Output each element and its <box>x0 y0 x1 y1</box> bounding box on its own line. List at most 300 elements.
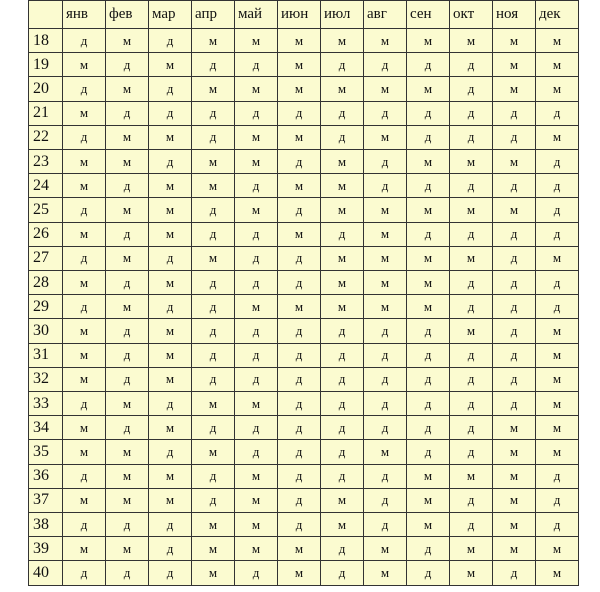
table-cell: м <box>63 101 106 125</box>
table-cell: д <box>278 392 321 416</box>
table-cell: м <box>364 222 407 246</box>
table-cell: д <box>192 343 235 367</box>
table-cell: д <box>106 222 149 246</box>
table-cell: д <box>321 561 364 586</box>
table-cell: м <box>364 440 407 464</box>
table-cell: д <box>450 367 493 391</box>
table-cell: д <box>321 222 364 246</box>
table-cell: д <box>450 174 493 198</box>
table-cell: д <box>493 392 536 416</box>
table-cell: м <box>364 77 407 101</box>
table-cell: м <box>235 464 278 488</box>
table-cell: д <box>149 295 192 319</box>
table-row <box>29 125 579 149</box>
table-cell: д <box>321 367 364 391</box>
table-cell: м <box>235 29 278 53</box>
table-cell: д <box>450 343 493 367</box>
table-cell: д <box>407 222 450 246</box>
table-row <box>29 464 579 488</box>
table-cell: м <box>192 561 235 586</box>
table-row <box>29 150 579 174</box>
table-cell: м <box>63 319 106 343</box>
table-cell: д <box>493 101 536 125</box>
table-cell: д <box>407 537 450 561</box>
gender-table-sheet <box>28 0 578 586</box>
table-cell: м <box>450 561 493 586</box>
table-cell: д <box>364 464 407 488</box>
table-cell: д <box>407 416 450 440</box>
table-cell: д <box>235 561 278 586</box>
age-label: 29 <box>29 295 63 319</box>
table-cell: д <box>235 246 278 270</box>
table-cell: д <box>536 488 579 512</box>
age-label: 18 <box>29 29 63 53</box>
corner-cell <box>29 1 63 29</box>
table-cell: м <box>450 198 493 222</box>
table-cell: д <box>536 464 579 488</box>
table-row <box>29 561 579 586</box>
table-cell: д <box>364 416 407 440</box>
table-cell: м <box>278 561 321 586</box>
table-cell: м <box>192 150 235 174</box>
table-cell: м <box>407 29 450 53</box>
table-cell: д <box>321 343 364 367</box>
table-cell: д <box>450 222 493 246</box>
table-cell: м <box>106 125 149 149</box>
table-cell: д <box>63 513 106 537</box>
table-cell: д <box>321 319 364 343</box>
table-cell: д <box>278 367 321 391</box>
table-cell: д <box>364 319 407 343</box>
table-cell: м <box>536 77 579 101</box>
table-cell: м <box>192 440 235 464</box>
table-cell: м <box>106 464 149 488</box>
table-cell: д <box>364 150 407 174</box>
table-cell: д <box>364 174 407 198</box>
table-cell: д <box>321 53 364 77</box>
table-cell: д <box>536 513 579 537</box>
table-cell: д <box>278 246 321 270</box>
table-row <box>29 537 579 561</box>
table-cell: д <box>235 271 278 295</box>
table-cell: д <box>450 125 493 149</box>
table-cell: м <box>364 29 407 53</box>
table-cell: м <box>493 488 536 512</box>
month-header: мар <box>149 1 192 29</box>
table-cell: д <box>493 174 536 198</box>
table-cell: д <box>321 392 364 416</box>
month-header: июн <box>278 1 321 29</box>
table-cell: д <box>493 222 536 246</box>
month-header: апр <box>192 1 235 29</box>
table-cell: м <box>192 537 235 561</box>
table-cell: м <box>63 537 106 561</box>
table-cell: д <box>278 271 321 295</box>
age-label: 38 <box>29 513 63 537</box>
table-cell: м <box>149 464 192 488</box>
table-cell: д <box>149 537 192 561</box>
table-cell: д <box>321 416 364 440</box>
table-cell: д <box>321 440 364 464</box>
table-cell: д <box>63 561 106 586</box>
table-cell: д <box>407 101 450 125</box>
month-header: авг <box>364 1 407 29</box>
table-cell: м <box>493 513 536 537</box>
table-cell: м <box>192 246 235 270</box>
table-row <box>29 488 579 512</box>
table-cell: м <box>536 53 579 77</box>
table-cell: д <box>63 246 106 270</box>
table-cell: м <box>321 198 364 222</box>
table-cell: д <box>149 440 192 464</box>
table-cell: д <box>450 488 493 512</box>
month-header: фев <box>106 1 149 29</box>
table-cell: д <box>321 537 364 561</box>
table-cell: м <box>536 537 579 561</box>
table-cell: д <box>63 295 106 319</box>
table-cell: д <box>364 392 407 416</box>
table-row <box>29 29 579 53</box>
age-label: 39 <box>29 537 63 561</box>
table-cell: д <box>450 295 493 319</box>
table-cell: м <box>493 537 536 561</box>
table-cell: м <box>450 537 493 561</box>
table-cell: м <box>106 246 149 270</box>
age-label: 25 <box>29 198 63 222</box>
table-cell: м <box>192 174 235 198</box>
age-label: 26 <box>29 222 63 246</box>
table-row <box>29 295 579 319</box>
table-cell: д <box>450 101 493 125</box>
table-cell: д <box>106 416 149 440</box>
table-cell: м <box>493 198 536 222</box>
table-cell: м <box>149 198 192 222</box>
table-cell: м <box>407 488 450 512</box>
table-cell: м <box>536 246 579 270</box>
age-label: 24 <box>29 174 63 198</box>
table-cell: м <box>321 77 364 101</box>
table-row <box>29 367 579 391</box>
table-cell: м <box>278 222 321 246</box>
table-cell: д <box>364 53 407 77</box>
table-cell: м <box>450 464 493 488</box>
table-cell: м <box>493 150 536 174</box>
table-cell: д <box>536 198 579 222</box>
month-header: янв <box>63 1 106 29</box>
table-cell: м <box>364 246 407 270</box>
table-cell: м <box>450 150 493 174</box>
table-cell: д <box>63 392 106 416</box>
table-cell: м <box>149 488 192 512</box>
table-cell: д <box>106 271 149 295</box>
table-cell: м <box>278 29 321 53</box>
table-cell: м <box>106 392 149 416</box>
table-cell: м <box>235 295 278 319</box>
table-cell: д <box>364 367 407 391</box>
table-cell: д <box>407 53 450 77</box>
table-cell: м <box>536 416 579 440</box>
table-cell: м <box>364 537 407 561</box>
table-cell: д <box>63 29 106 53</box>
table-cell: д <box>149 392 192 416</box>
table-cell: м <box>536 29 579 53</box>
age-label: 27 <box>29 246 63 270</box>
month-header: май <box>235 1 278 29</box>
table-cell: м <box>149 343 192 367</box>
table-cell: д <box>278 198 321 222</box>
table-cell: д <box>321 125 364 149</box>
table-cell: д <box>450 416 493 440</box>
table-cell: д <box>450 440 493 464</box>
age-label: 28 <box>29 271 63 295</box>
table-cell: д <box>192 488 235 512</box>
table-cell: м <box>407 295 450 319</box>
table-cell: м <box>106 198 149 222</box>
table-cell: д <box>278 319 321 343</box>
table-cell: м <box>149 416 192 440</box>
table-cell: д <box>450 392 493 416</box>
table-cell: д <box>149 513 192 537</box>
table-row <box>29 319 579 343</box>
table-cell: д <box>536 271 579 295</box>
table-cell: д <box>235 101 278 125</box>
table-cell: д <box>364 101 407 125</box>
table-cell: м <box>493 416 536 440</box>
table-cell: д <box>235 222 278 246</box>
table-cell: м <box>536 561 579 586</box>
table-cell: д <box>106 367 149 391</box>
table-cell: м <box>536 343 579 367</box>
table-cell: д <box>321 464 364 488</box>
age-label: 21 <box>29 101 63 125</box>
table-cell: м <box>536 367 579 391</box>
table-cell: м <box>364 561 407 586</box>
table-cell: м <box>364 295 407 319</box>
table-cell: д <box>192 416 235 440</box>
table-cell: д <box>536 295 579 319</box>
table-cell: д <box>493 561 536 586</box>
table-cell: д <box>235 440 278 464</box>
month-header: июл <box>321 1 364 29</box>
age-label: 34 <box>29 416 63 440</box>
age-label: 22 <box>29 125 63 149</box>
table-row <box>29 53 579 77</box>
table-cell: д <box>536 174 579 198</box>
table-cell: м <box>235 150 278 174</box>
table-cell: м <box>235 125 278 149</box>
table-cell: м <box>536 319 579 343</box>
month-header: дек <box>536 1 579 29</box>
table-cell: м <box>407 513 450 537</box>
table-cell: м <box>321 150 364 174</box>
table-cell: д <box>278 464 321 488</box>
table-cell: м <box>450 319 493 343</box>
table-cell: д <box>192 101 235 125</box>
table-cell: м <box>106 488 149 512</box>
table-cell: д <box>407 319 450 343</box>
table-cell: д <box>149 77 192 101</box>
table-cell: м <box>321 295 364 319</box>
table-cell: м <box>407 198 450 222</box>
table-cell: м <box>321 271 364 295</box>
age-label: 37 <box>29 488 63 512</box>
table-cell: д <box>235 53 278 77</box>
table-cell: м <box>106 537 149 561</box>
table-cell: д <box>278 150 321 174</box>
table-cell: м <box>407 246 450 270</box>
table-cell: м <box>493 440 536 464</box>
table-cell: м <box>106 440 149 464</box>
table-cell: д <box>450 513 493 537</box>
age-label: 40 <box>29 561 63 586</box>
table-cell: д <box>493 246 536 270</box>
table-cell: д <box>192 295 235 319</box>
table-cell: м <box>321 29 364 53</box>
table-cell: м <box>321 488 364 512</box>
age-label: 31 <box>29 343 63 367</box>
table-cell: м <box>407 150 450 174</box>
table-cell: м <box>278 295 321 319</box>
table-cell: д <box>235 174 278 198</box>
table-cell: д <box>63 198 106 222</box>
table-cell: д <box>235 319 278 343</box>
table-cell: д <box>493 319 536 343</box>
table-cell: д <box>493 343 536 367</box>
table-cell: д <box>407 440 450 464</box>
table-cell: д <box>407 174 450 198</box>
table-cell: м <box>536 440 579 464</box>
table-cell: д <box>63 77 106 101</box>
table-cell: д <box>364 488 407 512</box>
table-cell: м <box>63 416 106 440</box>
table-cell: м <box>149 125 192 149</box>
table-cell: м <box>235 537 278 561</box>
age-label: 36 <box>29 464 63 488</box>
table-cell: д <box>278 101 321 125</box>
table-cell: д <box>278 440 321 464</box>
table-cell: м <box>192 29 235 53</box>
table-cell: м <box>407 464 450 488</box>
table-cell: м <box>106 150 149 174</box>
table-cell: м <box>192 392 235 416</box>
table-cell: м <box>63 150 106 174</box>
table-cell: д <box>106 513 149 537</box>
table-cell: д <box>106 343 149 367</box>
table-cell: д <box>192 53 235 77</box>
age-label: 20 <box>29 77 63 101</box>
table-row <box>29 246 579 270</box>
table-cell: д <box>493 367 536 391</box>
age-label: 19 <box>29 53 63 77</box>
table-cell: м <box>63 222 106 246</box>
table-body <box>29 29 579 586</box>
table-row <box>29 174 579 198</box>
age-label: 30 <box>29 319 63 343</box>
table-cell: д <box>536 150 579 174</box>
table-cell: д <box>407 125 450 149</box>
table-cell: м <box>63 343 106 367</box>
table-cell: м <box>407 271 450 295</box>
table-cell: д <box>278 416 321 440</box>
table-cell: м <box>63 53 106 77</box>
table-row <box>29 416 579 440</box>
table-cell: д <box>192 125 235 149</box>
table-cell: м <box>278 125 321 149</box>
table-cell: д <box>536 101 579 125</box>
table-cell: м <box>235 392 278 416</box>
table-cell: д <box>149 101 192 125</box>
table-cell: м <box>364 198 407 222</box>
table-cell: д <box>407 343 450 367</box>
table-cell: д <box>106 561 149 586</box>
table-cell: д <box>149 29 192 53</box>
table-cell: д <box>149 150 192 174</box>
table-cell: м <box>63 174 106 198</box>
table-row <box>29 271 579 295</box>
table-cell: м <box>106 29 149 53</box>
table-cell: м <box>278 77 321 101</box>
table-cell: д <box>450 77 493 101</box>
table-row <box>29 77 579 101</box>
table-cell: м <box>192 513 235 537</box>
table-cell: м <box>235 77 278 101</box>
month-header: ноя <box>493 1 536 29</box>
table-cell: д <box>450 53 493 77</box>
table-cell: д <box>364 513 407 537</box>
table-cell: м <box>192 77 235 101</box>
table-cell: д <box>106 319 149 343</box>
age-label: 32 <box>29 367 63 391</box>
month-header: окт <box>450 1 493 29</box>
table-cell: м <box>278 53 321 77</box>
table-cell: д <box>192 222 235 246</box>
table-cell: м <box>149 271 192 295</box>
age-label: 35 <box>29 440 63 464</box>
table-cell: д <box>493 125 536 149</box>
table-cell: д <box>278 343 321 367</box>
table-cell: м <box>407 77 450 101</box>
table-cell: м <box>493 53 536 77</box>
table-cell: д <box>235 367 278 391</box>
table-cell: м <box>321 174 364 198</box>
table-cell: м <box>235 198 278 222</box>
table-cell: д <box>106 174 149 198</box>
table-cell: д <box>192 319 235 343</box>
table-cell: м <box>63 271 106 295</box>
table-cell: м <box>63 488 106 512</box>
table-row <box>29 343 579 367</box>
age-label: 33 <box>29 392 63 416</box>
table-cell: м <box>106 77 149 101</box>
table-cell: м <box>63 367 106 391</box>
table-cell: м <box>278 174 321 198</box>
table-cell: м <box>321 513 364 537</box>
table-cell: м <box>149 53 192 77</box>
table-cell: м <box>364 125 407 149</box>
table-cell: м <box>149 319 192 343</box>
table-cell: д <box>235 343 278 367</box>
table-cell: д <box>192 271 235 295</box>
table-cell: м <box>63 440 106 464</box>
table-cell: м <box>235 513 278 537</box>
table-cell: д <box>192 367 235 391</box>
age-label: 23 <box>29 150 63 174</box>
table-cell: м <box>149 174 192 198</box>
table-row <box>29 440 579 464</box>
table-row <box>29 513 579 537</box>
table-cell: м <box>493 77 536 101</box>
table-cell: д <box>149 561 192 586</box>
